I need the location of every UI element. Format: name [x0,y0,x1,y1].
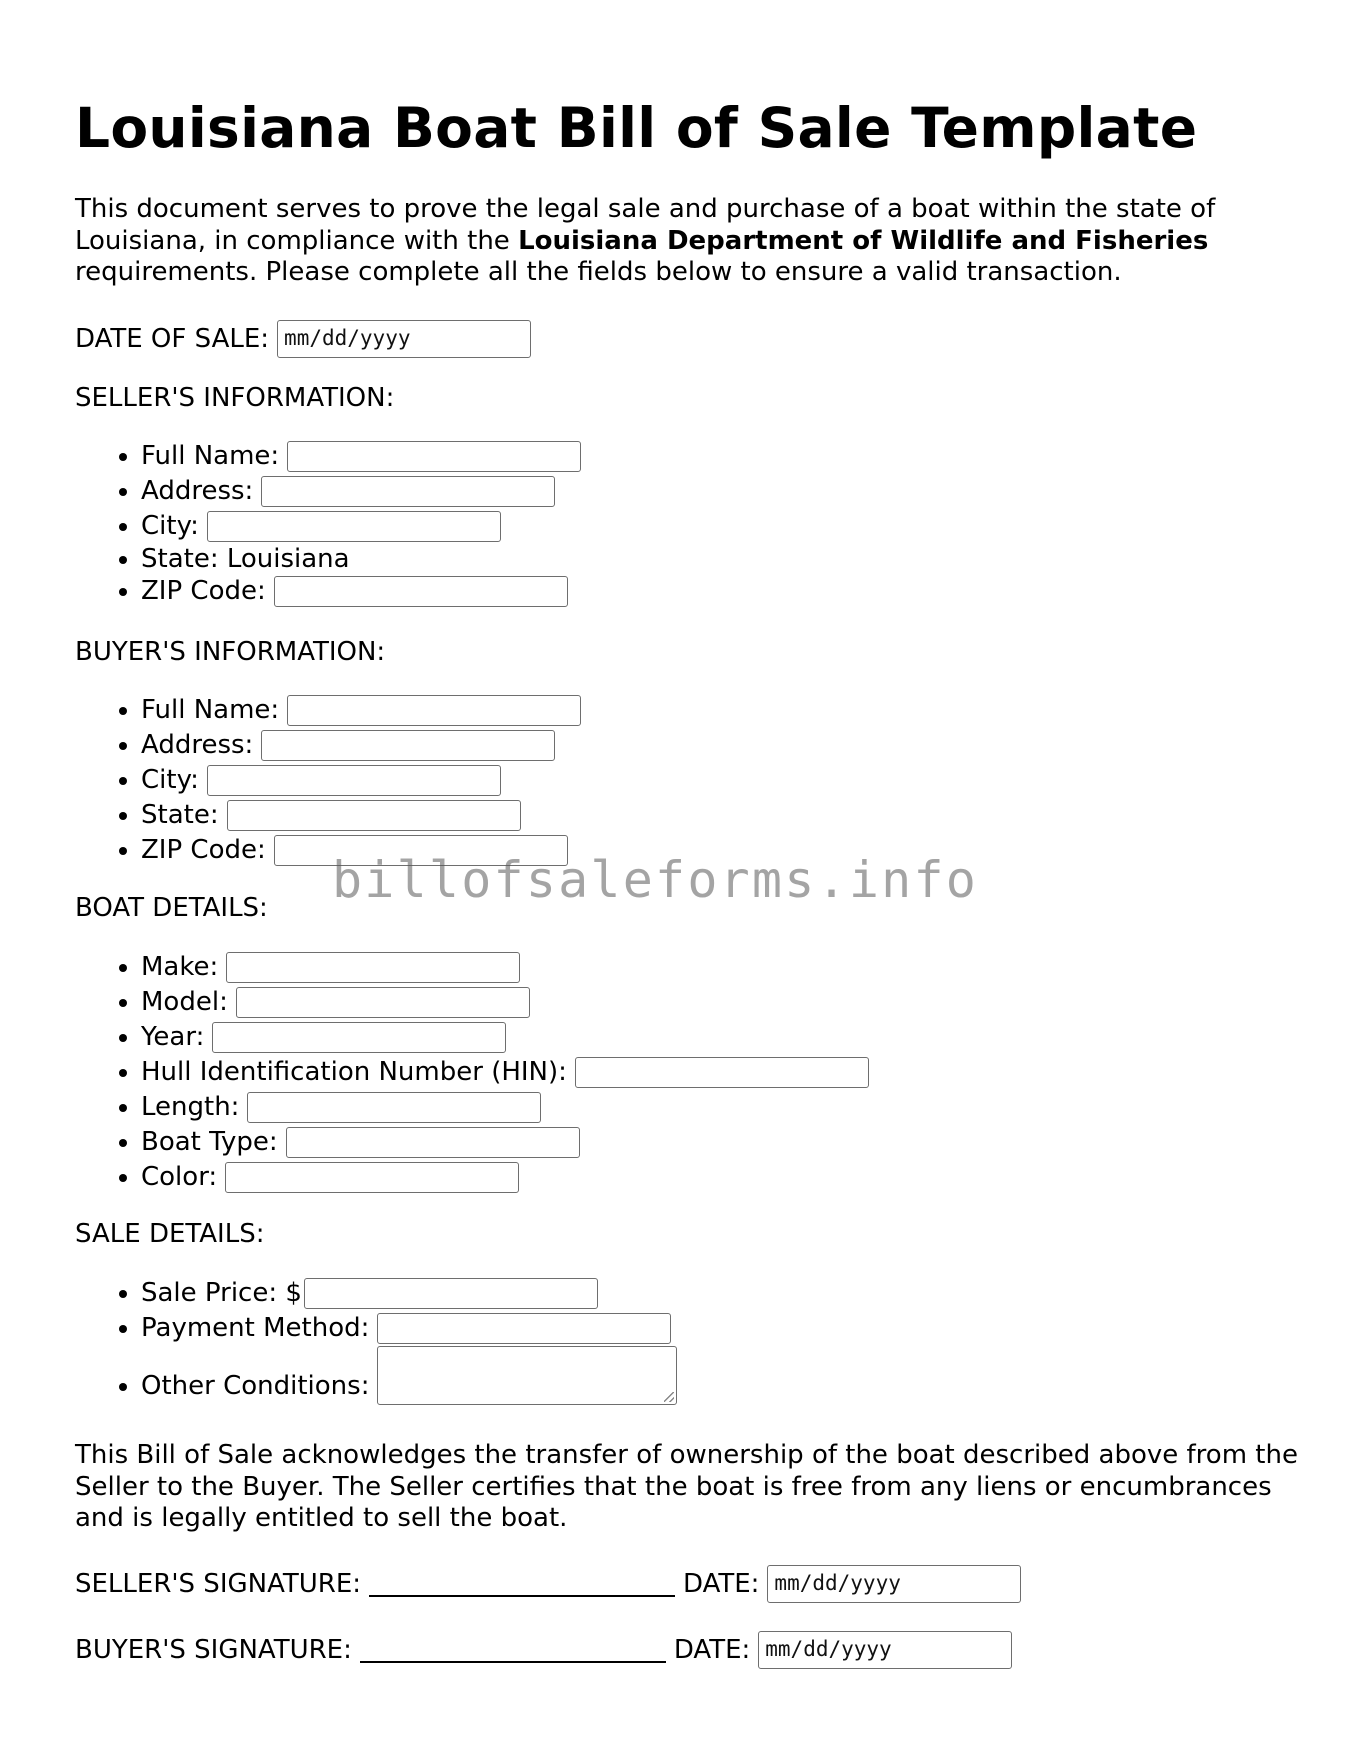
list-item [141,1311,677,1346]
boat-type-label: • Boat Type: [141,1127,278,1157]
list-item [141,439,581,474]
buyer-state-input[interactable] [227,800,521,831]
list-item [141,693,581,728]
sale-heading: SALE DETAILS: [75,1219,265,1249]
sale-price-label: • Sale Price: $ [141,1278,302,1308]
seller-signature-row [75,1565,1021,1603]
boat-color-label: • Color: [141,1162,218,1192]
list-item [141,509,581,544]
intro-agency: Louisiana Department of Wildlife and Fisheries [518,225,1209,256]
buyer-full-name-label: • Full Name: [141,695,280,725]
list-item [141,1276,677,1311]
buyer-date-label: DATE: [673,1635,751,1665]
intro-text-2: requirements. Please complete all the fields below to ensure a valid transaction. [75,257,1122,287]
list-item [141,950,869,985]
list-item [141,574,581,609]
seller-fields [75,439,581,609]
list-item [141,474,581,509]
seller-date-input[interactable]: mm/dd/yyyy [767,1565,1021,1603]
boat-make-label: • Make: [141,952,219,982]
list-item [141,1160,869,1195]
boat-color-input[interactable] [225,1162,519,1193]
boat-heading: BOAT DETAILS: [75,893,268,923]
intro-paragraph [75,194,1295,289]
list-item [141,798,581,833]
payment-method-label: • Payment Method: [141,1313,370,1343]
boat-year-label: • Year: [141,1022,205,1052]
seller-city-input[interactable] [207,511,501,542]
seller-city-label: • City: [141,511,199,541]
payment-method-input[interactable] [377,1313,671,1344]
boat-model-label: • Model: [141,987,228,1017]
list-item [141,544,581,574]
list-item [141,728,581,763]
buyer-date-input[interactable]: mm/dd/yyyy [758,1631,1012,1669]
other-conditions-textarea[interactable] [377,1346,677,1405]
boat-fields [75,950,869,1195]
list-item [141,1346,677,1410]
boat-type-input[interactable] [286,1127,580,1158]
seller-date-label: DATE: [683,1569,760,1599]
date-of-sale-input[interactable]: mm/dd/yyyy [277,320,531,358]
list-item [141,1055,869,1090]
seller-full-name-label: • Full Name: [141,441,280,471]
seller-address-input[interactable] [261,476,555,507]
buyer-zip-label: • ZIP Code: [141,835,266,865]
buyer-full-name-input[interactable] [287,695,581,726]
seller-full-name-input[interactable] [287,441,581,472]
date-of-sale-label: DATE OF SALE: [75,324,270,354]
buyer-city-input[interactable] [207,765,501,796]
boat-length-input[interactable] [247,1092,541,1123]
buyer-state-label: • State: [141,800,219,830]
boat-hin-input[interactable] [575,1057,869,1088]
buyer-signature-row [75,1631,1012,1669]
other-conditions-label: • Other Conditions: [141,1371,370,1401]
boat-make-input[interactable] [226,952,520,983]
seller-address-label: • Address: [141,476,254,506]
list-item [141,985,869,1020]
buyer-address-input[interactable] [261,730,555,761]
seller-state-label: State: Louisiana [141,544,350,574]
seller-zip-input[interactable] [274,576,568,607]
watermark: billofsaleforms.info [332,851,979,909]
boat-length-label: • Length: [141,1092,240,1122]
sale-fields [75,1276,677,1410]
buyer-city-label: • City: [141,765,199,795]
seller-signature-line[interactable] [369,1571,675,1597]
intro-text-1: This document serves to prove the legal sale and purchase of a boat within the state of Louisiana, in compliance with the [75,194,1216,256]
seller-heading: SELLER'S INFORMATION: [75,383,395,413]
buyer-signature-line[interactable] [360,1637,666,1663]
list-item [141,1020,869,1055]
seller-signature-label: SELLER'S SIGNATURE: [75,1569,362,1599]
date-of-sale-row [75,320,531,358]
boat-year-input[interactable] [212,1022,506,1053]
closing-paragraph: This Bill of Sale acknowledges the transfer of ownership of the boat described above from the Seller to the Buyer. The Seller certifies that the boat is free from any liens or encumbrances and is legally entitled to sell the boat. [75,1440,1298,1533]
buyer-fields [75,693,581,868]
resize-grip-icon[interactable] [664,1392,674,1402]
page-title: Louisiana Boat Bill of Sale Template [75,96,1198,160]
sale-price-input[interactable] [304,1278,598,1309]
list-item [141,763,581,798]
buyer-address-label: • Address: [141,730,254,760]
seller-zip-label: • ZIP Code: [141,576,266,606]
boat-model-input[interactable] [236,987,530,1018]
boat-hin-label: • Hull Identification Number (HIN): [141,1057,567,1087]
list-item [141,1090,869,1125]
list-item [141,1125,869,1160]
buyer-signature-label: BUYER'S SIGNATURE: [75,1635,352,1665]
buyer-heading: BUYER'S INFORMATION: [75,637,386,667]
